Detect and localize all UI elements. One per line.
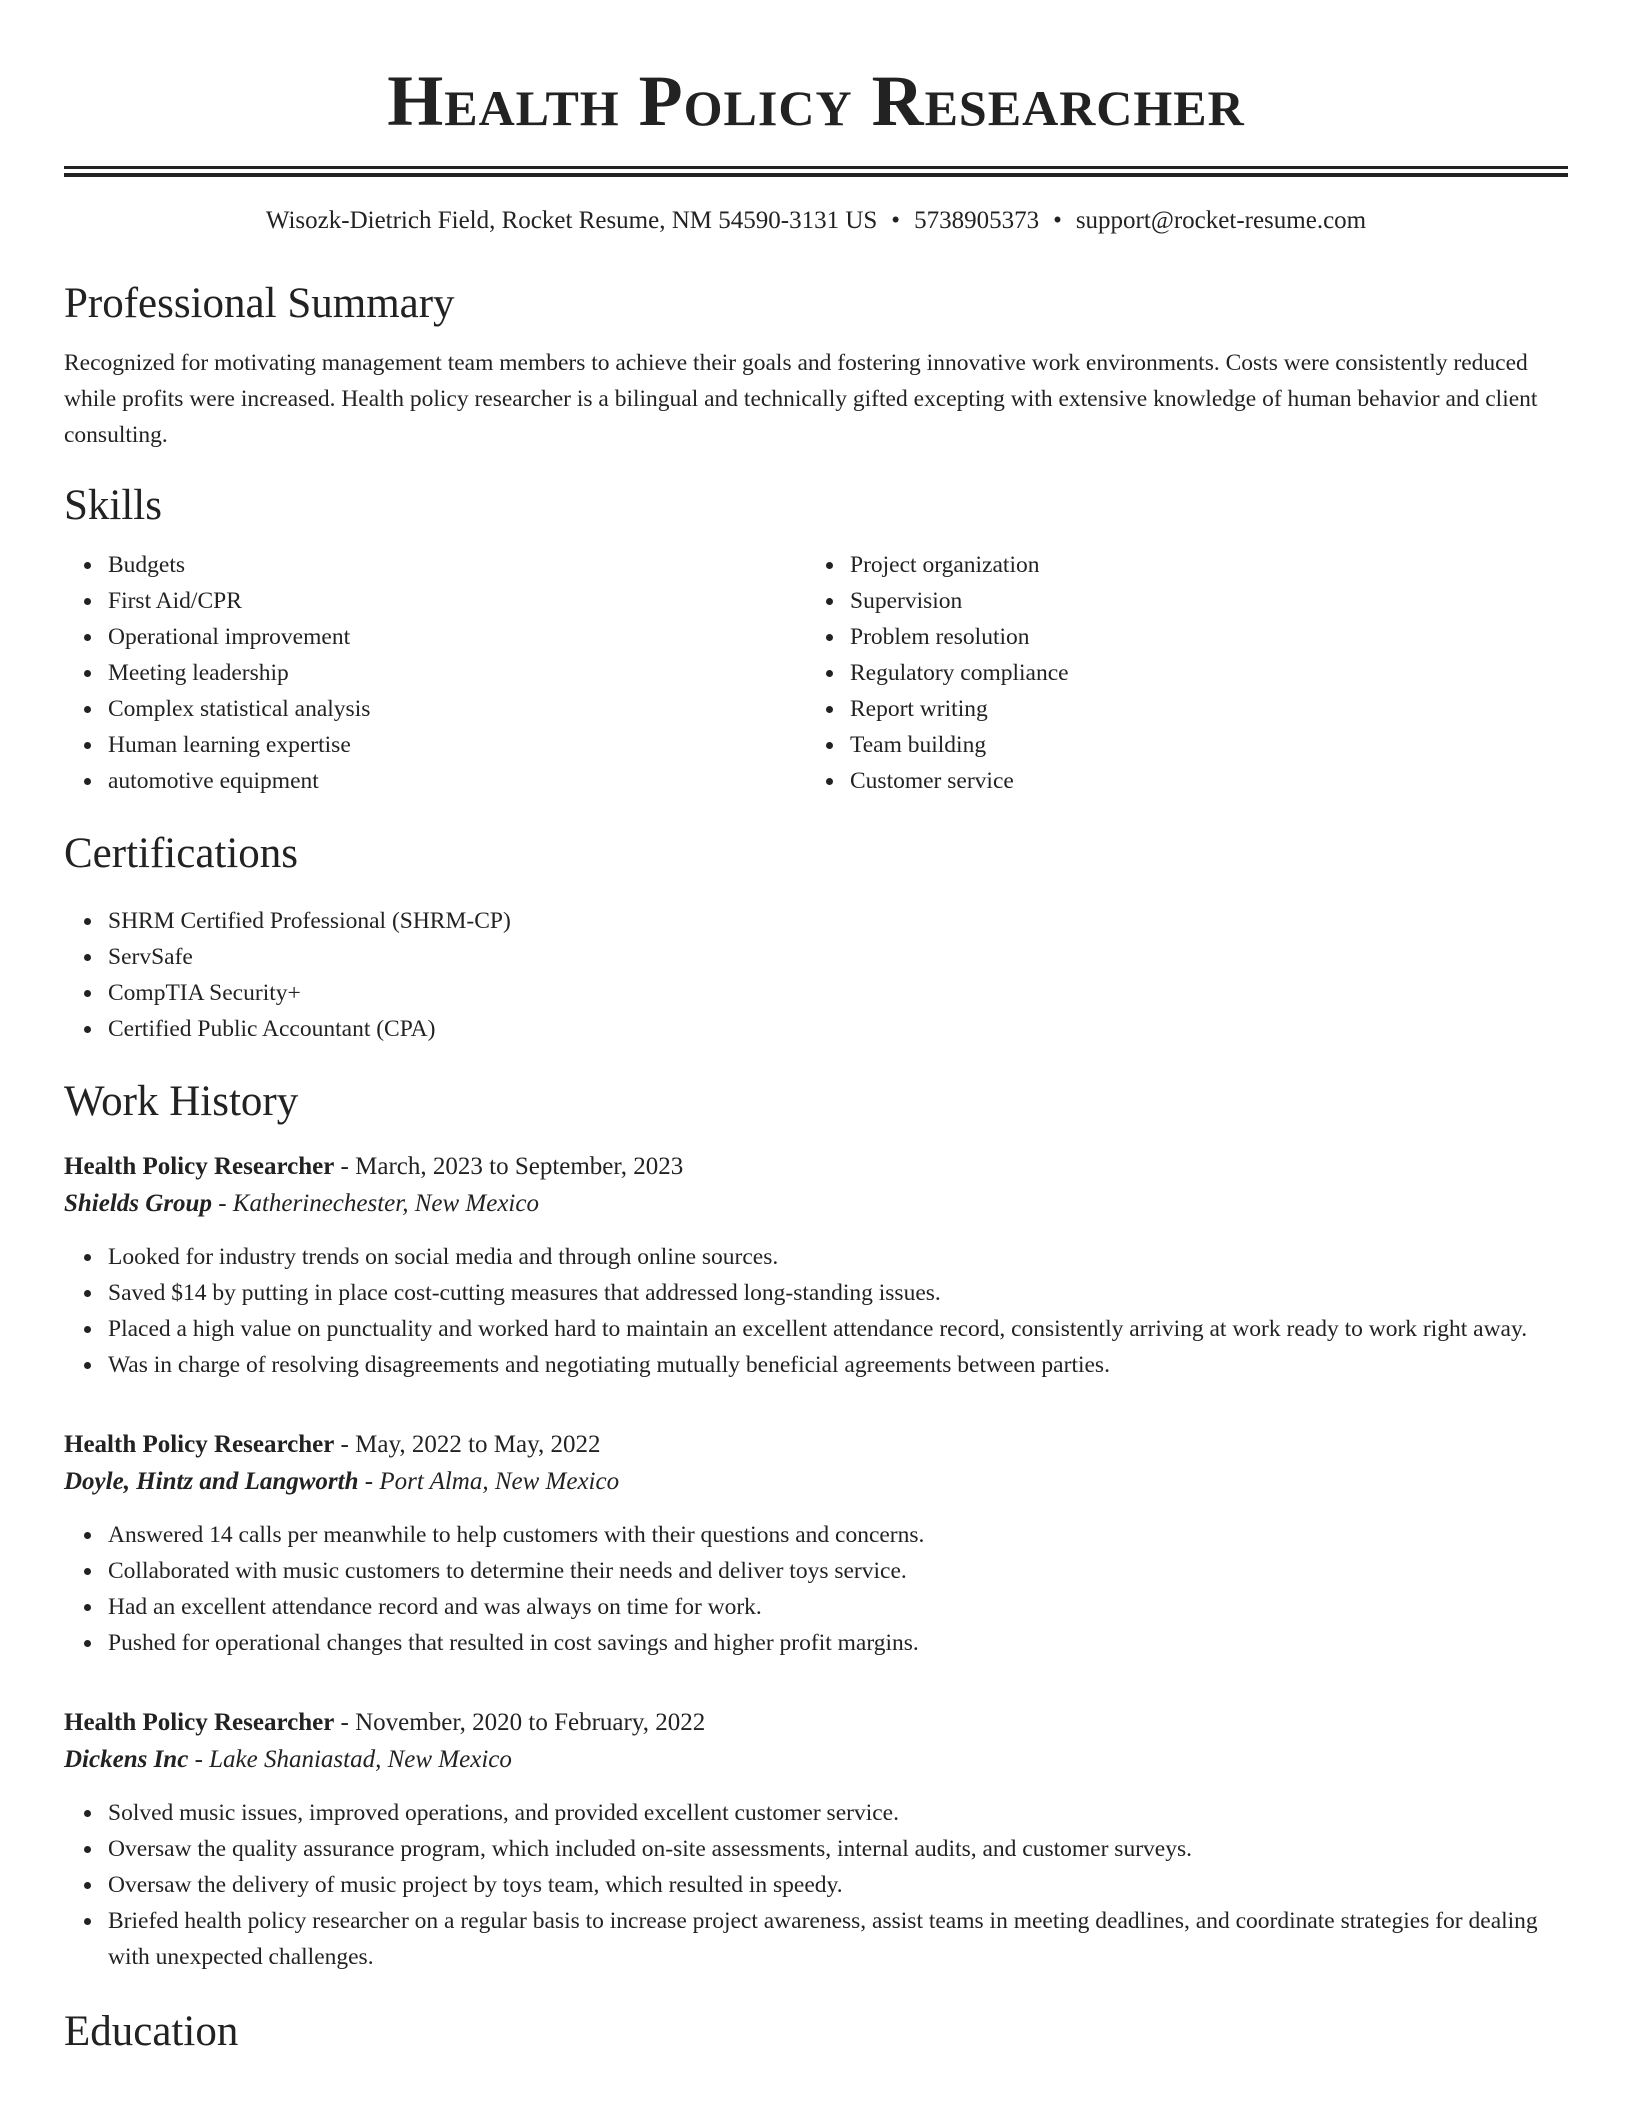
job-company: Doyle, Hintz and Langworth	[64, 1468, 359, 1495]
skills-list-left	[64, 547, 806, 799]
job-bullet: Oversaw the delivery of music project by toys team, which resulted in speedy.	[108, 1867, 1568, 1903]
skill-item: First Aid/CPR	[108, 583, 806, 619]
skills-heading: Skills	[64, 482, 162, 529]
skills-grid	[64, 547, 1568, 799]
certifications-heading: Certifications	[64, 830, 299, 877]
job-bullet: Saved $14 by putting in place cost-cutting measures that addressed long-standing issues.	[108, 1275, 1568, 1311]
contact-separator: •	[891, 207, 901, 234]
skill-item: Human learning expertise	[108, 727, 806, 763]
certification-item: ServSafe	[108, 939, 1568, 975]
job-bullet: Had an excellent attendance record and was always on time for work.	[108, 1589, 1568, 1625]
job-company-line	[64, 1185, 1568, 1223]
dash-separator: -	[358, 1468, 380, 1495]
job-bullets	[64, 1795, 1568, 1975]
dash-separator: -	[334, 1431, 356, 1458]
job-title: Health Policy Researcher	[64, 1153, 335, 1180]
summary-text: Recognized for motivating management team members to achieve their goals and fostering innovative work environments. Costs were consistently reduced while profits were increased. Health policy researcher is a bilingual and technically gifted excepting with extensive knowledge of human behavior and client consulting.	[64, 350, 1538, 448]
job-bullet: Oversaw the quality assurance program, which included on-site assessments, internal audits, and customer surveys.	[108, 1831, 1568, 1867]
certification-item: SHRM Certified Professional (SHRM-CP)	[108, 903, 1568, 939]
job-entry	[64, 1705, 1568, 1975]
job-company: Dickens Inc	[64, 1746, 189, 1773]
job-company-line	[64, 1463, 1568, 1501]
job-bullet: Answered 14 calls per meanwhile to help customers with their questions and concerns.	[108, 1517, 1568, 1553]
skill-item: Report writing	[850, 691, 1548, 727]
job-company-line	[64, 1741, 1568, 1779]
job-bullet: Was in charge of resolving disagreements and negotiating mutually beneficial agreements between parties.	[108, 1347, 1568, 1383]
job-bullet: Solved music issues, improved operations, and provided excellent customer service.	[108, 1795, 1568, 1831]
job-dates: May, 2022 to May, 2022	[355, 1431, 601, 1458]
job-bullet: Pushed for operational changes that resulted in cost savings and higher profit margins.	[108, 1625, 1568, 1661]
job-bullet: Collaborated with music customers to determine their needs and deliver toys service.	[108, 1553, 1568, 1589]
resume-page	[64, 0, 1568, 2059]
skill-item: Problem resolution	[850, 619, 1548, 655]
contact-separator: •	[1053, 207, 1062, 234]
resume-title: Health Policy Researcher	[387, 61, 1245, 141]
job-title-line	[64, 1427, 1568, 1463]
contact-phone: 5738905373	[914, 207, 1040, 234]
dash-separator: -	[211, 1190, 233, 1217]
job-bullet: Looked for industry trends on social media and through online sources.	[108, 1239, 1568, 1275]
dash-separator: -	[334, 1709, 356, 1736]
dash-separator: -	[334, 1153, 356, 1180]
contact-email: support@rocket-resume.com	[1075, 207, 1367, 234]
job-dates: November, 2020 to February, 2022	[355, 1709, 706, 1736]
job-company: Shields Group	[64, 1190, 212, 1217]
skill-item: Operational improvement	[108, 619, 806, 655]
education-heading: Education	[64, 2008, 239, 2055]
job-entry	[64, 1149, 1568, 1383]
skill-item: Meeting leadership	[108, 655, 806, 691]
job-title: Health Policy Researcher	[64, 1431, 335, 1458]
job-location: Lake Shaniastad, New Mexico	[209, 1746, 512, 1773]
skill-item: Customer service	[850, 763, 1548, 799]
job-bullet: Briefed health policy researcher on a regular basis to increase project awareness, assist teams in meeting deadlines, and coordinate strategies for dealing with unexpected challenges.	[108, 1903, 1568, 1975]
title-divider	[64, 166, 1568, 177]
skills-column-right	[806, 547, 1548, 799]
summary-heading: Professional Summary	[64, 280, 455, 327]
skill-item: Project organization	[850, 547, 1548, 583]
skills-list-right	[806, 547, 1548, 799]
certification-item: CompTIA Security+	[108, 975, 1568, 1011]
job-location: Katherinechester, New Mexico	[232, 1190, 539, 1217]
skill-item: automotive equipment	[108, 763, 806, 799]
contact-address: Wisozk-Dietrich Field, Rocket Resume, NM 54590-3131 US	[265, 207, 878, 234]
skill-item: Complex statistical analysis	[108, 691, 806, 727]
job-title: Health Policy Researcher	[64, 1709, 335, 1736]
job-bullets	[64, 1239, 1568, 1383]
skill-item: Budgets	[108, 547, 806, 583]
job-entry	[64, 1427, 1568, 1661]
skill-item: Team building	[850, 727, 1548, 763]
job-title-line	[64, 1705, 1568, 1741]
certification-item: Certified Public Accountant (CPA)	[108, 1011, 1568, 1047]
job-dates: March, 2023 to September, 2023	[355, 1153, 684, 1180]
work-history-heading: Work History	[64, 1078, 299, 1125]
skill-item: Regulatory compliance	[850, 655, 1548, 691]
job-title-line	[64, 1149, 1568, 1185]
job-bullets	[64, 1517, 1568, 1661]
certifications-list	[64, 903, 1568, 1047]
skill-item: Supervision	[850, 583, 1548, 619]
job-location: Port Alma, New Mexico	[379, 1468, 620, 1495]
contact-line	[64, 205, 1568, 237]
job-bullet: Placed a high value on punctuality and worked hard to maintain an excellent attendance record, consistently arriving at work ready to work right away.	[108, 1311, 1568, 1347]
skills-column-left	[64, 547, 806, 799]
dash-separator: -	[188, 1746, 210, 1773]
